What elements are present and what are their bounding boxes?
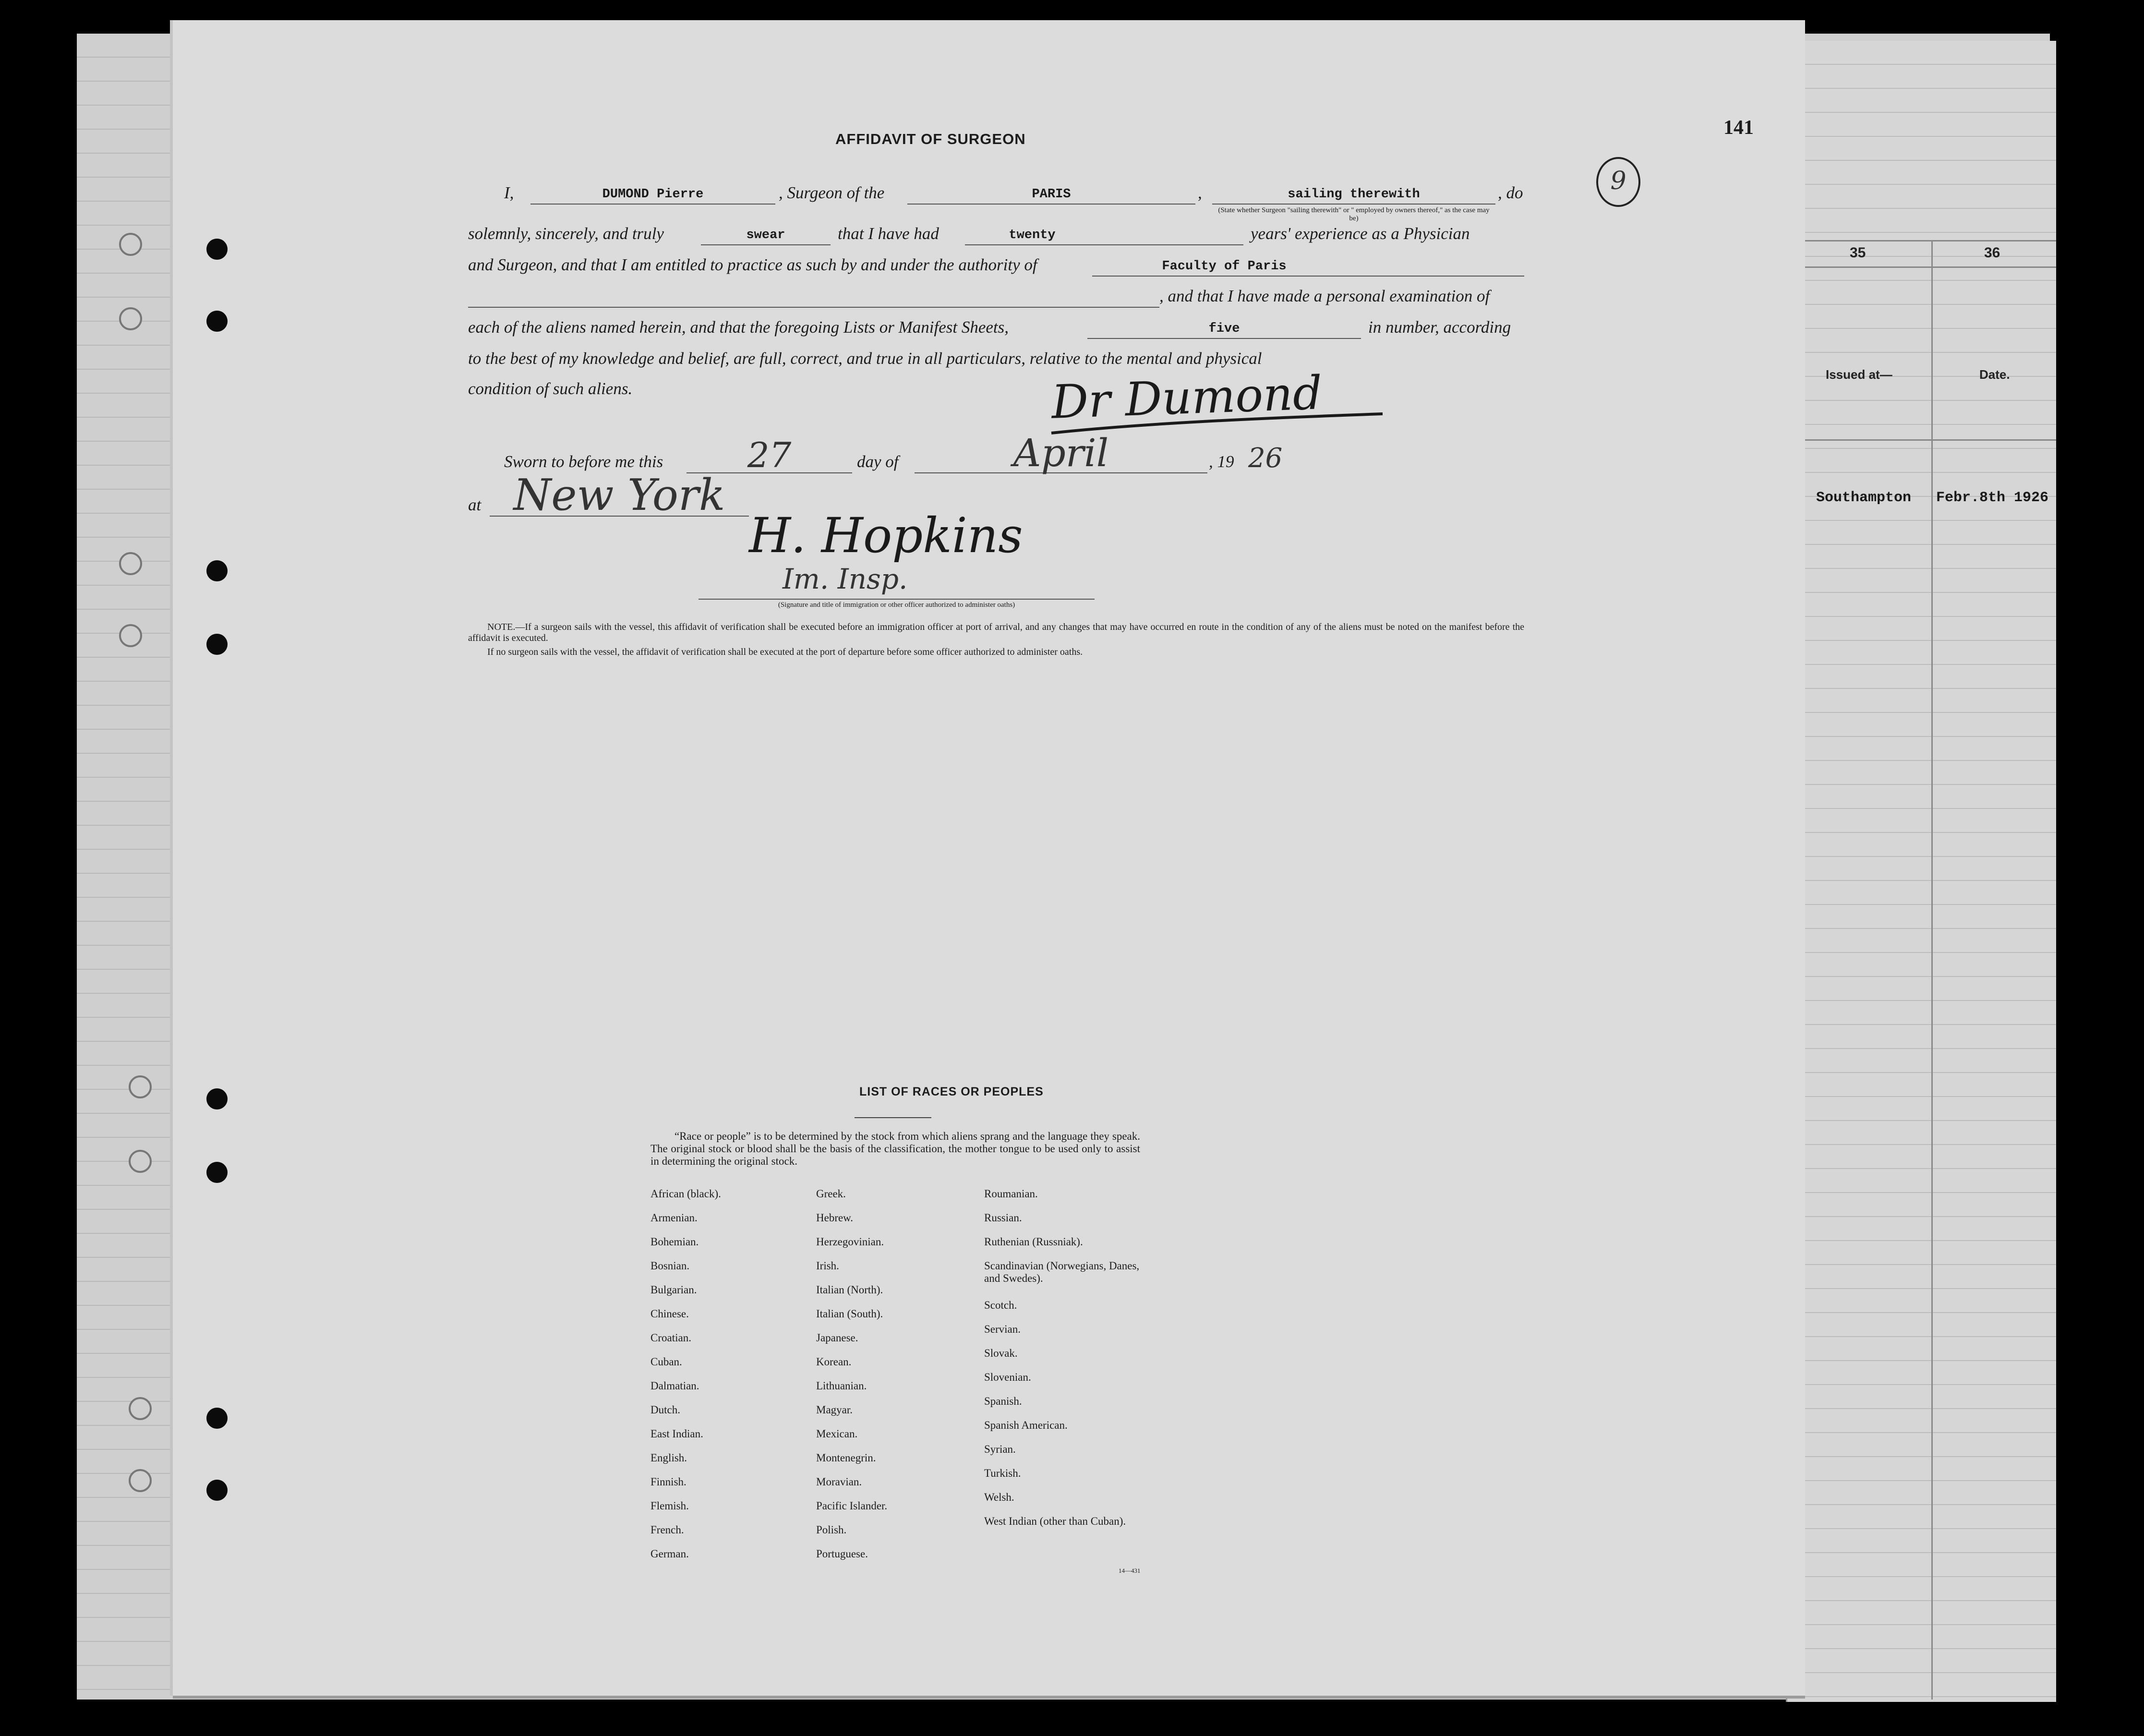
race-item: Polish.	[816, 1524, 847, 1536]
authority-continuation-field	[468, 287, 1159, 308]
sworn-mid: day of	[857, 452, 899, 471]
races-list	[650, 1188, 1150, 1572]
form-number: 14—431	[1119, 1567, 1141, 1574]
race-item: Ruthenian (Russniak).	[984, 1236, 1083, 1248]
header-rule-top	[1787, 240, 2056, 241]
race-item: French.	[650, 1524, 684, 1536]
years-experience: twenty	[1009, 228, 1056, 242]
binding-ring	[119, 307, 142, 330]
binding-ring	[129, 1397, 152, 1420]
race-item: Montenegrin.	[816, 1452, 876, 1464]
officer-signature: H. Hopkins	[749, 507, 1023, 564]
race-item: East Indian.	[650, 1428, 703, 1440]
punch-hole	[206, 1162, 228, 1183]
issued-at-header: Issued at—	[1826, 367, 1892, 382]
affidavit-line-1-prefix: I,	[504, 183, 514, 202]
race-item: Dalmatian.	[650, 1380, 699, 1392]
surgeon-name-field	[530, 183, 775, 205]
binding-ring	[119, 624, 142, 647]
race-item: Welsh.	[984, 1491, 1014, 1503]
binding-ring	[129, 1469, 152, 1492]
binding-ring	[119, 552, 142, 575]
races-title-rule	[855, 1117, 931, 1118]
affidavit-line-6: to the best of my knowledge and belief, are full, correct, and true in all particulars, relative to the mental and physical	[468, 349, 1262, 368]
date-value: Febr.8th 1926	[1936, 490, 2049, 506]
binding-ring	[119, 233, 142, 256]
sworn-day: 27	[747, 435, 792, 475]
sailing-status: sailing therewith	[1288, 187, 1420, 202]
sworn-month: April	[1013, 431, 1109, 475]
race-item: Slovak.	[984, 1347, 1018, 1359]
punch-hole	[206, 1408, 228, 1429]
race-item: Scandinavian (Norwegians, Danes, and Swedes).	[984, 1260, 1140, 1284]
surgeon-signature: Dr Dumond	[1050, 366, 1324, 429]
punch-hole	[206, 1480, 228, 1501]
licensing-authority: Faculty of Paris	[1162, 259, 1287, 274]
race-item: Magyar.	[816, 1404, 853, 1416]
header-rule-middle	[1787, 266, 2056, 268]
race-item: Lithuanian.	[816, 1380, 867, 1392]
affidavit-line-2-prefix: solemnly, sincerely, and truly	[468, 224, 664, 243]
affidavit-sheet	[173, 20, 1805, 1696]
race-item: Italian (South).	[816, 1308, 883, 1320]
race-item: English.	[650, 1452, 687, 1464]
race-item: Servian.	[984, 1323, 1021, 1335]
race-item: Spanish.	[984, 1395, 1022, 1407]
race-item: Korean.	[816, 1356, 852, 1368]
race-item: Cuban.	[650, 1356, 682, 1368]
background-manifest-right-part	[1786, 41, 2056, 1702]
race-item: Armenian.	[650, 1212, 698, 1224]
races-intro: “Race or people” is to be determined by the stock from which aliens sprang and the language they speak. The original stock or blood shall be the basis of the classification, the mother tongue to be used only to assist in determining the original stock.	[650, 1130, 1140, 1167]
vessel-field	[907, 183, 1195, 205]
race-item: Mexican.	[816, 1428, 858, 1440]
race-item: Slovenian.	[984, 1371, 1031, 1383]
oath-word: swear	[746, 228, 785, 242]
race-item: Portuguese.	[816, 1548, 868, 1560]
punch-hole	[206, 1088, 228, 1109]
header-rule-bottom	[1787, 439, 2056, 441]
affidavit-line-2-suffix: years' experience as a Physician	[1251, 224, 1470, 243]
race-item: Russian.	[984, 1212, 1022, 1224]
affidavit-note-2: If no surgeon sails with the vessel, the affidavit of verification shall be executed at the port of departure before some officer authorized to administer oaths.	[487, 647, 1083, 657]
sworn-year: 26	[1248, 443, 1283, 474]
race-item: Croatian.	[650, 1332, 691, 1344]
officer-signature-line	[699, 599, 1095, 600]
race-item: Chinese.	[650, 1308, 689, 1320]
date-header: Date.	[1979, 367, 2010, 382]
punch-hole	[206, 560, 228, 581]
races-title: LIST OF RACES OR PEOPLES	[859, 1085, 1044, 1098]
officer-caption: (Signature and title of immigration or other officer authorized to administer oaths)	[778, 601, 1015, 609]
race-item: Finnish.	[650, 1476, 687, 1488]
punch-hole	[206, 311, 228, 332]
circled-tally-mark: 9	[1596, 157, 1640, 207]
binding-ring	[129, 1075, 152, 1098]
sworn-place: New York	[513, 470, 725, 520]
sworn-year-prefix: , 19	[1209, 452, 1234, 471]
race-item: Flemish.	[650, 1500, 689, 1512]
column-divider	[1931, 240, 1933, 1700]
race-item: Hebrew.	[816, 1212, 854, 1224]
affidavit-line-4-suffix: , and that I have made a personal examination of	[1159, 287, 1490, 305]
sailing-field	[1212, 183, 1495, 205]
race-item: Herzegovinian.	[816, 1236, 884, 1248]
years-field	[965, 224, 1243, 245]
affidavit-line-1-suffix: , do	[1498, 183, 1523, 202]
punch-hole	[206, 239, 228, 260]
issued-at-value: Southampton	[1816, 490, 1912, 506]
affidavit-line-5-prefix: each of the aliens named herein, and that the foregoing Lists or Manifest Sheets,	[468, 318, 1009, 337]
sailing-note: (State whether Surgeon "sailing therewith" or " employed by owners thereof," as the case may be)	[1218, 206, 1490, 222]
affidavit-line-1-comma: ,	[1198, 183, 1202, 202]
affidavit-line-1-mid: , Surgeon of the	[779, 183, 885, 202]
race-item: Roumanian.	[984, 1188, 1038, 1200]
race-item: Pacific Islander.	[816, 1500, 888, 1512]
race-item: Dutch.	[650, 1404, 680, 1416]
page-number: 141	[1723, 117, 1754, 139]
authority-field	[1092, 255, 1524, 277]
column-number-35: 35	[1850, 245, 1866, 261]
race-item: Italian (North).	[816, 1284, 883, 1296]
race-item: Scotch.	[984, 1299, 1017, 1311]
race-item: Japanese.	[816, 1332, 858, 1344]
sheets-field	[1087, 318, 1361, 339]
race-item: German.	[650, 1548, 689, 1560]
race-item: Syrian.	[984, 1443, 1016, 1455]
binding-ring	[129, 1150, 152, 1173]
affidavit-title: AFFIDAVIT OF SURGEON	[835, 131, 1026, 147]
affidavit-line-5-suffix: in number, according	[1368, 318, 1511, 337]
race-item: Moravian.	[816, 1476, 862, 1488]
affidavit-line-3-prefix: and Surgeon, and that I am entitled to practice as such by and under the authority of	[468, 255, 1037, 274]
affidavit-line-7: condition of such aliens.	[468, 379, 633, 398]
affidavit-note-1: NOTE.—If a surgeon sails with the vessel, this affidavit of verification shall be executed before an immigration officer at port of arrival, and any changes that may have occurred en route in the condition of any of the aliens must be noted on the manifest before the affidavit is executed.	[468, 622, 1524, 643]
vessel-name: PARIS	[1032, 187, 1071, 202]
race-item: Spanish American.	[984, 1419, 1068, 1431]
race-item: African (black).	[650, 1188, 721, 1200]
race-item: Bulgarian.	[650, 1284, 697, 1296]
officer-title: Im. Insp.	[783, 563, 908, 595]
sworn-prefix: Sworn to before me this	[504, 452, 663, 471]
sworn-month-field	[915, 431, 1207, 475]
sheet-count: five	[1208, 322, 1240, 336]
column-number-36: 36	[1984, 245, 2000, 261]
race-item: Greek.	[816, 1188, 846, 1200]
affidavit-line-2-mid: that I have had	[838, 224, 939, 243]
at-label: at	[468, 495, 482, 514]
surgeon-name: DUMOND Pierre	[602, 187, 704, 202]
race-item: West Indian (other than Cuban).	[984, 1515, 1126, 1527]
punch-hole	[206, 634, 228, 655]
race-item: Turkish.	[984, 1467, 1021, 1479]
race-item: Bohemian.	[650, 1236, 699, 1248]
oath-field	[701, 224, 831, 245]
race-item: Bosnian.	[650, 1260, 690, 1272]
place-field	[490, 470, 749, 520]
race-item: Irish.	[816, 1260, 839, 1272]
